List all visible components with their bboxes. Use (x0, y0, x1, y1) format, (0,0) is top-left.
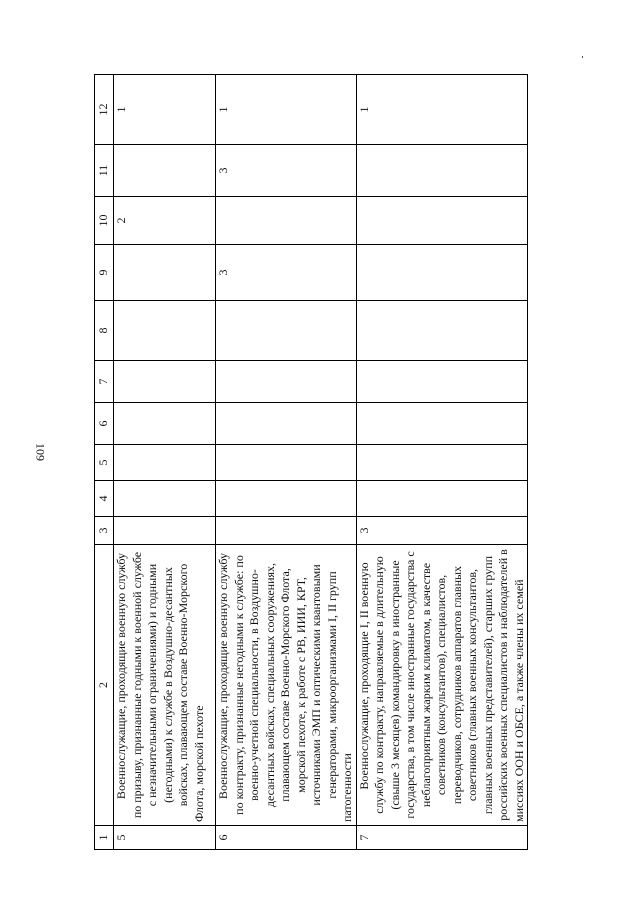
cell-col-12: 1 (114, 75, 216, 145)
rotated-table-container (94, 75, 534, 850)
cell-col-11: 3 (216, 145, 357, 197)
cell-col-8 (114, 301, 216, 361)
cell-col-12: 1 (216, 75, 357, 145)
cell-col-10 (356, 197, 528, 245)
cell-col-5 (114, 445, 216, 481)
table-row (114, 75, 216, 850)
header-col-11: 11 (95, 145, 114, 197)
header-col-2: 2 (95, 545, 114, 826)
header-col-1: 1 (95, 826, 114, 850)
page-number: 109 (33, 443, 48, 461)
cell-col-4 (114, 481, 216, 517)
cell-col-5 (356, 445, 528, 481)
row-number: 6 (216, 826, 357, 850)
cell-col-12: 1 (356, 75, 528, 145)
row-description: Военнослужащие, проходящие военную службу по призыву, признанные годными к военной службе с незначительными ограничениями) и годными (негодными) к службе в Воздушно-десантных войсках, плавающем составе Военно-Морского Флота, морской пехоте (114, 545, 216, 826)
cell-col-5 (216, 445, 357, 481)
row-description: Военнослужащие, проходящие военную службу по контракту, признанные негодными к службе: по военно-учетной специальности, в Воздушно-десантных войсках, специальных сооружениях, плавающем составе Военно-Морского Флота, морской пехоте, к работе с РВ, ИИИ, КРТ, источниками ЭМП и оптическими квантовыми генераторами, микроорганизмами I, II групп патогенности (216, 545, 357, 826)
row-number: 5 (114, 826, 216, 850)
cell-col-9 (356, 245, 528, 301)
cell-col-7 (216, 361, 357, 403)
cell-col-3 (216, 517, 357, 545)
table-row (356, 75, 528, 850)
header-col-4: 4 (95, 481, 114, 517)
header-col-3: 3 (95, 517, 114, 545)
cell-col-9: 3 (216, 245, 357, 301)
cell-col-10: 2 (114, 197, 216, 245)
cell-col-7 (114, 361, 216, 403)
cell-col-3: 3 (356, 517, 528, 545)
header-col-8: 8 (95, 301, 114, 361)
cell-col-6 (356, 403, 528, 445)
header-row (95, 75, 114, 850)
cell-col-8 (216, 301, 357, 361)
cell-col-3 (114, 517, 216, 545)
header-col-9: 9 (95, 245, 114, 301)
row-number: 7 (356, 826, 528, 850)
cell-col-7 (356, 361, 528, 403)
cell-col-11 (114, 145, 216, 197)
cell-col-9 (114, 245, 216, 301)
cell-col-4 (216, 481, 357, 517)
cell-col-6 (114, 403, 216, 445)
header-col-10: 10 (95, 197, 114, 245)
cell-col-8 (356, 301, 528, 361)
row-description: Военнослужащие, проходящие I, II военную службу по контракту, направляемые в длительную (свыше 3 месяцев) командировку в иностранные государства, в том числе иностранные государства с неблагоприятным жарким климатом, в качестве советников (консультантов), специалистов, переводчиков, сотрудников аппаратов главных советников (главных военных консультантов, главных военных представителей), старших групп российских военных специалистов и наблюдателей в миссиях ООН и ОБСЕ, а также члены их семей (356, 545, 528, 826)
header-col-5: 5 (95, 445, 114, 481)
scan-speck (582, 56, 583, 58)
medical-categories-table (94, 74, 528, 850)
header-col-12: 12 (95, 75, 114, 145)
cell-col-10 (216, 197, 357, 245)
table-row (216, 75, 357, 850)
header-col-7: 7 (95, 361, 114, 403)
header-col-6: 6 (95, 403, 114, 445)
cell-col-4 (356, 481, 528, 517)
cell-col-11 (356, 145, 528, 197)
cell-col-6 (216, 403, 357, 445)
